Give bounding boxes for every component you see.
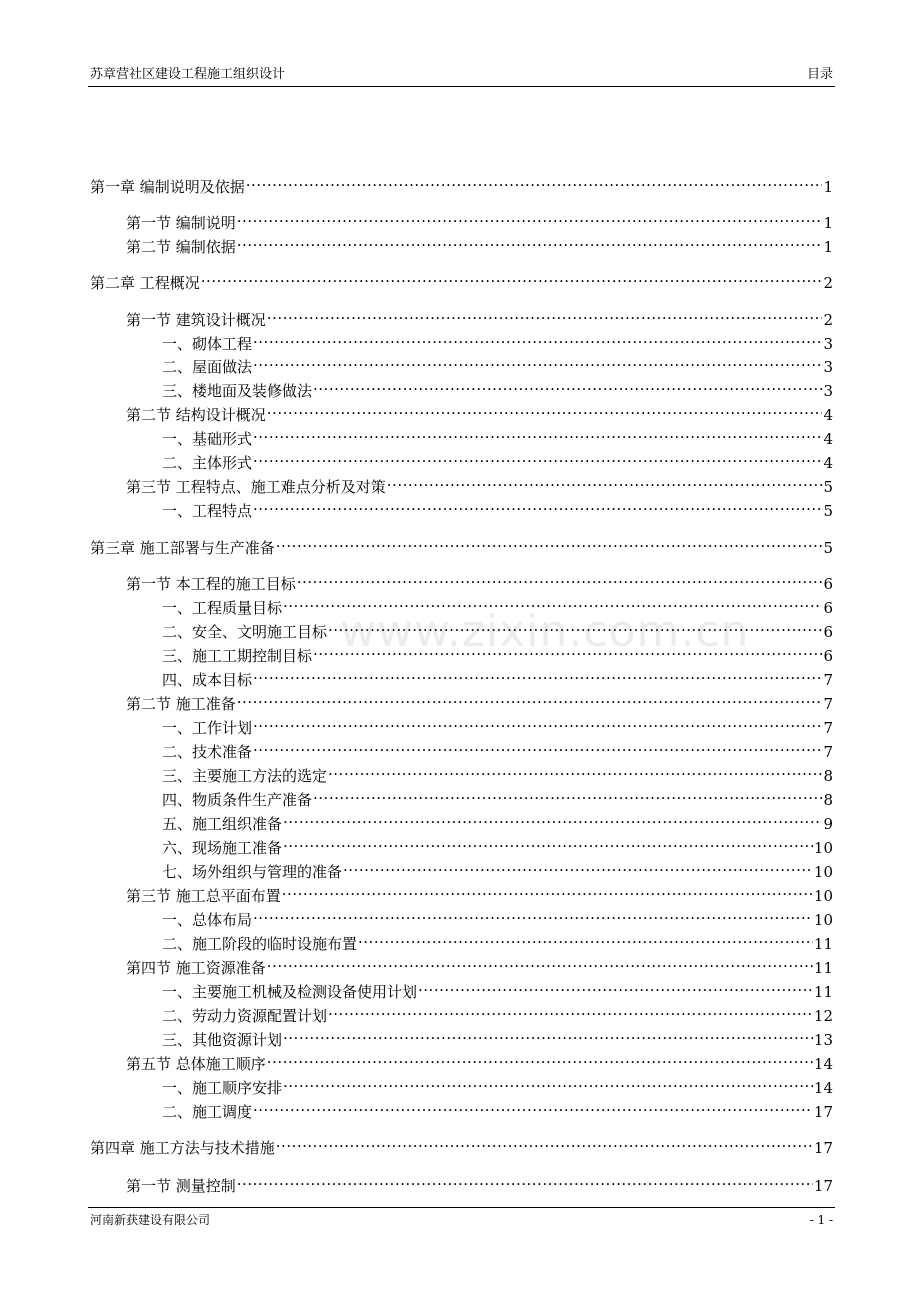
toc-entry[interactable] <box>162 617 833 642</box>
toc-entry-label: 六、现场施工准备 <box>162 839 283 857</box>
toc-entry[interactable] <box>126 232 833 257</box>
toc-entry-label: 第五节 总体施工顺序 <box>126 1055 266 1073</box>
toc-entry[interactable] <box>162 761 833 786</box>
toc-entry-page: 14 <box>813 1079 833 1097</box>
toc-entry[interactable] <box>162 424 833 449</box>
toc-entry[interactable] <box>90 1133 833 1158</box>
dot-leader <box>253 351 822 371</box>
toc-entry-page: 1 <box>823 178 833 196</box>
toc-entry[interactable] <box>162 785 833 810</box>
toc-entry-page: 4 <box>823 406 833 424</box>
dot-leader <box>343 856 813 876</box>
toc-entry-page: 13 <box>813 1031 833 1049</box>
toc-entry-page: 11 <box>813 959 833 977</box>
toc-entry-label: 四、成本目标 <box>162 671 253 689</box>
toc-entry[interactable] <box>162 833 833 858</box>
toc-entry-page: 7 <box>823 743 833 761</box>
toc-entry-label: 七、场外组织与管理的准备 <box>162 863 343 881</box>
dot-leader <box>283 592 822 612</box>
dot-leader <box>328 616 822 636</box>
toc-entry[interactable] <box>126 400 833 425</box>
toc-entry[interactable] <box>162 641 833 666</box>
toc-entry[interactable] <box>162 809 833 834</box>
toc-entry-page: 3 <box>823 358 833 376</box>
toc-entry[interactable] <box>162 905 833 930</box>
dot-leader <box>253 447 822 467</box>
dot-leader <box>267 304 823 324</box>
toc-entry-page: 4 <box>823 454 833 472</box>
dot-leader <box>201 267 823 287</box>
toc-entry-page: 8 <box>823 791 833 809</box>
toc-entry-page: 10 <box>813 839 833 857</box>
toc-entry-page: 7 <box>823 671 833 689</box>
toc-entry-page: 10 <box>813 911 833 929</box>
dot-leader <box>328 1000 813 1020</box>
toc-entry-label: 三、楼地面及装修做法 <box>162 382 313 400</box>
dot-leader <box>267 952 813 972</box>
toc-entry[interactable] <box>126 569 833 594</box>
toc-entry-label: 第四节 施工资源准备 <box>126 959 266 977</box>
toc-entry-page: 1 <box>823 214 833 232</box>
toc-entry-label: 二、施工阶段的临时设施布置 <box>162 935 358 953</box>
dot-leader <box>253 423 822 443</box>
toc-entry[interactable] <box>162 496 833 521</box>
toc-entry[interactable] <box>162 857 833 882</box>
toc-entry-label: 第三节 工程特点、施工难点分析及对策 <box>126 478 386 496</box>
dot-leader <box>237 231 823 251</box>
toc-entry-page: 7 <box>823 719 833 737</box>
toc-entry-label: 一、基础形式 <box>162 430 253 448</box>
toc-entry-label: 五、施工组织准备 <box>162 815 283 833</box>
toc-entry-page: 3 <box>823 382 833 400</box>
dot-leader <box>297 568 823 588</box>
toc-entry-label: 二、劳动力资源配置计划 <box>162 1007 328 1025</box>
toc-entry[interactable] <box>126 305 833 330</box>
toc-entry[interactable] <box>162 1025 833 1050</box>
toc-entry-page: 4 <box>823 430 833 448</box>
toc-entry-page: 5 <box>823 502 833 520</box>
dot-leader <box>276 532 823 552</box>
toc-entry[interactable] <box>162 376 833 401</box>
toc-entry[interactable] <box>126 1049 833 1074</box>
dot-leader <box>253 328 822 348</box>
toc-entry-page: 14 <box>813 1055 833 1073</box>
dot-leader <box>328 760 822 780</box>
toc-entry[interactable] <box>126 953 833 978</box>
dot-leader <box>283 1072 813 1092</box>
toc-entry-label: 二、安全、文明施工目标 <box>162 623 328 641</box>
toc-entry-page: 17 <box>813 1103 833 1121</box>
toc-entry-label: 第一章 编制说明及依据 <box>90 178 245 196</box>
toc-entry-label: 二、施工调度 <box>162 1103 253 1121</box>
toc-entry[interactable] <box>162 1001 833 1026</box>
toc-entry[interactable] <box>162 593 833 618</box>
toc-entry[interactable] <box>162 713 833 738</box>
dot-leader <box>313 375 822 395</box>
toc-entry-page: 17 <box>813 1177 833 1195</box>
dot-leader <box>237 1170 813 1190</box>
toc-entry-label: 二、屋面做法 <box>162 358 253 376</box>
toc-entry[interactable] <box>162 448 833 473</box>
watermark: www.zixin.com.cn <box>340 606 750 657</box>
toc-entry-page: 10 <box>813 887 833 905</box>
toc-entry[interactable] <box>126 881 833 906</box>
dot-leader <box>253 904 813 924</box>
toc-entry[interactable] <box>126 472 833 497</box>
toc-entry-page: 6 <box>823 647 833 665</box>
dot-leader <box>253 664 822 684</box>
toc-entry-label: 一、砌体工程 <box>162 335 253 353</box>
toc-entry-label: 第四章 施工方法与技术措施 <box>90 1139 275 1157</box>
toc-entry-label: 第三节 施工总平面布置 <box>126 887 281 905</box>
dot-leader <box>253 712 822 732</box>
toc-entry-label: 一、工程质量目标 <box>162 599 283 617</box>
toc-entry[interactable] <box>162 929 833 954</box>
toc-entry-page: 10 <box>813 863 833 881</box>
toc-entry-label: 第二节 编制依据 <box>126 238 236 256</box>
page-number: - 1 - <box>809 1213 833 1227</box>
toc-entry-label: 第三章 施工部署与生产准备 <box>90 539 275 557</box>
dot-leader <box>276 1132 813 1152</box>
toc-entry-page: 12 <box>813 1007 833 1025</box>
toc-entry-label: 一、主要施工机械及检测设备使用计划 <box>162 983 418 1001</box>
toc-entry-label: 三、其他资源计划 <box>162 1031 283 1049</box>
toc-entry[interactable] <box>162 1073 833 1098</box>
toc-entry-page: 5 <box>823 478 833 496</box>
toc-entry[interactable] <box>126 1171 833 1196</box>
document-title: 苏章营社区建设工程施工组织设计 <box>90 67 286 82</box>
toc-entry-page: 8 <box>823 767 833 785</box>
dot-leader <box>313 784 822 804</box>
toc-entry-label: 一、施工顺序安排 <box>162 1079 283 1097</box>
dot-leader <box>237 688 823 708</box>
dot-leader <box>282 880 813 900</box>
dot-leader <box>267 399 823 419</box>
toc-entry-label: 二、技术准备 <box>162 743 253 761</box>
toc-entry-page: 7 <box>823 695 833 713</box>
toc-entry-page: 9 <box>823 815 833 833</box>
toc-entry[interactable] <box>162 665 833 690</box>
toc-entry-page: 2 <box>823 274 833 292</box>
toc-entry-label: 第二章 工程概况 <box>90 274 200 292</box>
toc-entry[interactable] <box>126 208 833 233</box>
toc-entry-page: 6 <box>823 599 833 617</box>
dot-leader <box>358 928 813 948</box>
toc-entry-page: 6 <box>823 575 833 593</box>
dot-leader <box>237 207 823 227</box>
dot-leader <box>387 471 823 491</box>
dot-leader <box>283 808 822 828</box>
dot-leader <box>253 736 822 756</box>
dot-leader <box>283 832 813 852</box>
toc-entry-page: 17 <box>813 1139 833 1157</box>
toc-entry-label: 二、主体形式 <box>162 454 253 472</box>
toc-entry-label: 一、总体布局 <box>162 911 253 929</box>
toc-entry-label: 一、工程特点 <box>162 502 253 520</box>
toc-entry-page: 2 <box>823 311 833 329</box>
toc-entry[interactable] <box>126 689 833 714</box>
toc-entry-label: 第一节 建筑设计概况 <box>126 311 266 329</box>
toc-entry-page: 11 <box>813 935 833 953</box>
toc-entry-page: 3 <box>823 335 833 353</box>
toc-entry-label: 第一节 编制说明 <box>126 214 236 232</box>
toc-entry[interactable] <box>90 172 833 197</box>
toc-entry[interactable] <box>162 1097 833 1122</box>
toc-entry[interactable] <box>162 737 833 762</box>
toc-entry-label: 三、施工工期控制目标 <box>162 647 313 665</box>
toc-entry-label: 四、物质条件生产准备 <box>162 791 313 809</box>
dot-leader <box>267 1048 813 1068</box>
toc-entry-page: 5 <box>823 539 833 557</box>
toc-entry[interactable] <box>162 977 833 1002</box>
toc-entry-label: 第二节 施工准备 <box>126 695 236 713</box>
dot-leader <box>246 171 823 191</box>
dot-leader <box>253 1096 813 1116</box>
toc-entry-page: 11 <box>813 983 833 1001</box>
toc-entry-label: 第一节 本工程的施工目标 <box>126 575 296 593</box>
toc-entry[interactable] <box>162 352 833 377</box>
toc-entry-page: 6 <box>823 623 833 641</box>
toc-entry-label: 第一节 测量控制 <box>126 1177 236 1195</box>
toc-entry[interactable] <box>90 268 833 293</box>
toc-entry-label: 一、工作计划 <box>162 719 253 737</box>
toc-entry-label: 三、主要施工方法的选定 <box>162 767 328 785</box>
toc-entry-page: 1 <box>823 238 833 256</box>
dot-leader <box>418 976 813 996</box>
page-footer <box>88 1207 835 1230</box>
dot-leader <box>313 640 822 660</box>
page-header <box>88 66 835 87</box>
toc-entry[interactable] <box>90 533 833 558</box>
dot-leader <box>253 495 822 515</box>
section-name: 目录 <box>806 67 833 82</box>
toc-entry-label: 第二节 结构设计概况 <box>126 406 266 424</box>
company-name: 河南新获建设有限公司 <box>90 1213 211 1227</box>
dot-leader <box>283 1024 813 1044</box>
